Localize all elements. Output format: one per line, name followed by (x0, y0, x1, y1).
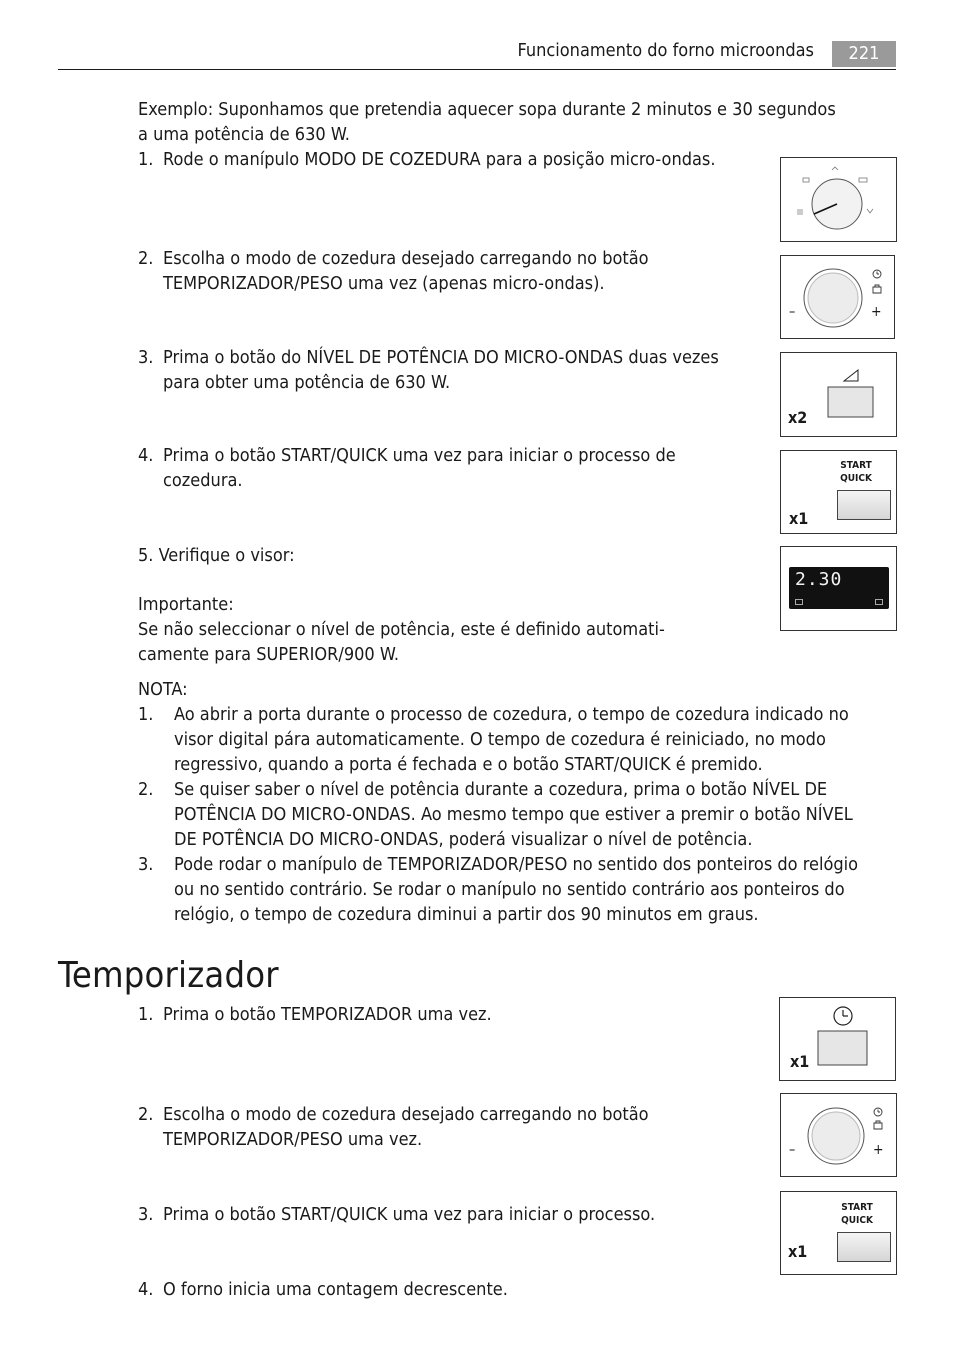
minus-sign: – (789, 1142, 796, 1158)
step-text: Prima o botão TEMPORIZADOR uma vez. (163, 1004, 492, 1025)
example-label: Exemplo: (138, 99, 214, 120)
weight-icon (873, 285, 881, 293)
example-line1: Suponhamos que pretendia aquecer sopa durante 2 minutos e 30 segundos (213, 99, 836, 120)
press-count: x1 (788, 1242, 808, 1261)
step-text: Prima o botão START/QUICK uma vez para iniciar o processo. (163, 1204, 656, 1225)
page-number: 221 (832, 41, 896, 67)
header-title: Funcionamento do forno microondas (517, 40, 814, 61)
step-text: Escolha o modo de cozedura desejado carregando no botão TEMPORIZADOR/PESO uma vez (apenas micro-ondas). (163, 248, 649, 294)
display-value: 2.30 (795, 569, 843, 590)
step-number: 4. (138, 445, 154, 466)
plus-sign: + (873, 1142, 884, 1158)
step-5 (138, 543, 295, 568)
section-title: Temporizador (58, 955, 279, 996)
power-level-icon (844, 370, 858, 381)
clock-icon (873, 270, 881, 278)
item-number: 1. (138, 704, 154, 725)
step-number: 1. (138, 1004, 154, 1025)
step-text: Rode o manípulo MODO DE COZEDURA para a posição micro-ondas. (163, 149, 716, 170)
timer-button-figure (779, 997, 896, 1081)
example-line2: a uma potência de 630 W. (138, 124, 350, 145)
timer-step-3 (138, 1202, 758, 1227)
nota-label: NOTA: (138, 679, 188, 700)
item-number: 2. (138, 779, 154, 800)
step-number: 5. (138, 545, 154, 566)
step-text: O forno inicia uma contagem decrescente. (163, 1279, 508, 1300)
microwave-indicator-icon (795, 599, 803, 605)
clock-icon (834, 1007, 852, 1025)
press-count: x1 (790, 1052, 810, 1071)
step-text: Escolha o modo de cozedura desejado carregando no botão TEMPORIZADOR/PESO uma vez. (163, 1104, 649, 1150)
list-item (138, 852, 878, 927)
timer-step-4 (138, 1277, 758, 1302)
step-2 (138, 246, 718, 296)
step-number: 3. (138, 1204, 154, 1225)
step-4 (138, 443, 738, 493)
step-text: Prima o botão START/QUICK uma vez para iniciar o processo de cozedura. (163, 445, 676, 491)
timer-step-2 (138, 1102, 718, 1152)
header-rule (58, 69, 896, 70)
start-quick-button (837, 1232, 891, 1262)
step-number: 3. (138, 347, 154, 368)
step-1 (138, 147, 758, 172)
step-number: 2. (138, 1104, 154, 1125)
power-button (828, 387, 873, 417)
step-number: 2. (138, 248, 154, 269)
step-number: 1. (138, 149, 154, 170)
important-paragraph (138, 592, 758, 667)
important-line1: Se não seleccionar o nível de potência, este é definido automati- (138, 619, 665, 640)
timer-weight-knob-figure-2 (780, 1093, 897, 1177)
important-line2: camente para SUPERIOR/900 W. (138, 644, 399, 665)
timer-weight-knob-figure (780, 255, 895, 339)
start-label: START QUICK (840, 460, 872, 484)
start-label: START QUICK (841, 1202, 873, 1226)
item-text: Se quiser saber o nível de potência durante a cozedura, prima o botão NÍVEL DE POTÊNCIA DO MICRO-ONDAS. Ao mesmo tempo que estiver a premir o botão NÍVEL DE POTÊNCIA DO MICRO-ONDAS, poderá visualizar o nível de potência. (174, 779, 853, 850)
plus-sign: + (871, 304, 882, 320)
step-text: Prima o botão do NÍVEL DE POTÊNCIA DO MICRO-ONDAS duas vezes para obter uma potência de 630 W. (163, 347, 719, 393)
press-count: x2 (788, 408, 808, 427)
important-label: Importante: (138, 594, 234, 615)
item-text: Ao abrir a porta durante o processo de cozedura, o tempo de cozedura indicado no visor digital pára automaticamente. O tempo de cozedura é reiniciado, no modo regressivo, quando a porta é fechada e o botão START/QUICK é premido. (174, 704, 849, 775)
weight-icon (874, 1121, 882, 1129)
start-quick-button-figure-2 (780, 1191, 897, 1275)
list-item (138, 777, 878, 852)
example-paragraph (138, 97, 898, 147)
power-button-figure (780, 352, 897, 437)
clock-icon (874, 1108, 882, 1116)
display-figure (780, 546, 897, 631)
timer-button (818, 1031, 867, 1065)
step-3 (138, 345, 758, 395)
item-text: Pode rodar o manípulo de TEMPORIZADOR/PESO no sentido dos ponteiros do relógio ou no sentido contrário. Se rodar o manípulo no sentido contrário aos ponteiros do relógio, o tempo de cozedura diminui a partir dos 90 minutos em graus. (174, 854, 859, 925)
start-quick-button (837, 490, 891, 520)
step-number: 4. (138, 1279, 154, 1300)
step-text: Verifique o visor: (158, 545, 295, 566)
nota-list (138, 702, 878, 927)
indicator-icon (875, 599, 883, 605)
press-count: x1 (789, 509, 809, 528)
item-number: 3. (138, 854, 154, 875)
cooking-mode-knob-figure (780, 157, 897, 242)
list-item (138, 702, 878, 777)
timer-step-1 (138, 1002, 758, 1027)
digital-display (789, 567, 889, 609)
start-quick-button-figure (780, 450, 897, 534)
minus-sign: – (789, 304, 796, 320)
